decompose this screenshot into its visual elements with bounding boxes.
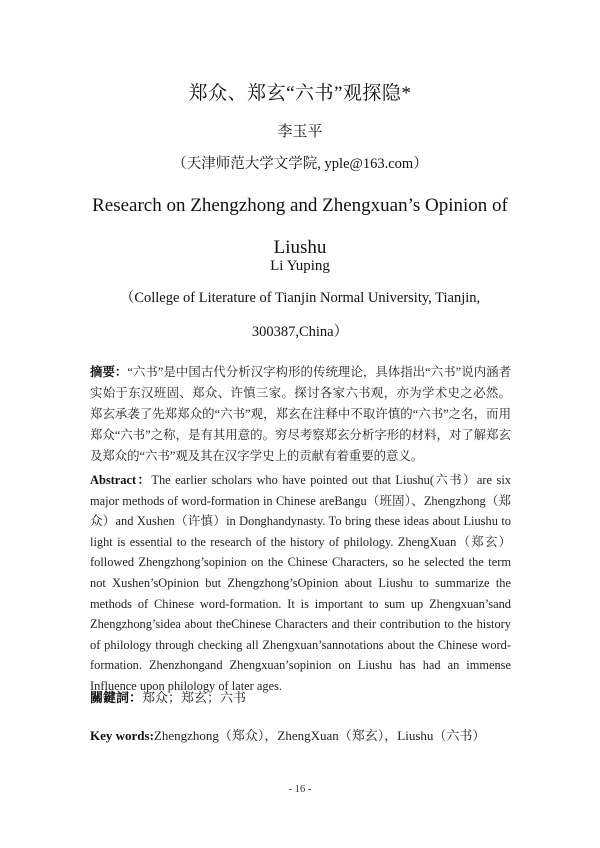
english-keywords-text: Zhengzhong（郑众），ZhengXuan（郑玄），Liushu（六书）	[153, 728, 486, 743]
english-keywords-label: Key words:	[90, 728, 154, 743]
chinese-title: 郑众、郑玄“六书”观探隐*	[188, 83, 412, 104]
english-affiliation: （College of Literature of Tianjin Normal University, Tianjin, 300387,China）	[119, 290, 481, 340]
chinese-abstract-text: “六书”是中国古代分析汉字构形的传统理论，具体指出“六书”说内涵者实始于东汉班固、郑众、许慎三家。探讨各家六书观，亦为学术史之必然。郑玄承袭了先郑郑众的“六书”观，郑玄在注释中不取许慎的“六书”之名，而用郑众“六书”之称，是有其用意的。穷尽考察郑玄分析字形的材料，对了解郑玄及郑众的“六书”观及其在汉字学史上的贡献有着重要的意义。	[90, 365, 512, 463]
english-keywords	[90, 725, 511, 744]
chinese-abstract	[90, 362, 511, 467]
chinese-keywords	[90, 687, 511, 706]
english-title: Research on Zhengzhong and Zhengxuan’s Opinion of Liushu	[92, 195, 508, 258]
english-abstract-colon: ：	[136, 473, 152, 487]
chinese-author: 李玉平	[277, 124, 323, 140]
chinese-keywords-label: 關鍵詞：	[90, 690, 143, 705]
chinese-affiliation: （天津师范大学文学院, yple@163.com）	[172, 156, 428, 172]
english-abstract-label: Abstract	[90, 473, 137, 487]
english-author: Li Yuping	[270, 258, 330, 274]
chinese-abstract-label: 摘要：	[90, 365, 128, 379]
english-abstract-text: The earlier scholars who have pointed out that Liushu(六书）are six major methods of word-formation in Chinese areBangu（班固）、Zhengzhong（郑众）and Xushen（许慎）in Donghandynasty. To bring these ideas about Liushu to light is essential to the research of the history of philology. ZhengXuan（郑玄）followed Zhengzhong’sopinion on the Chinese Characters, so he selected the term not Xushen’sOpinion but Zhengzhong’sOpinion about Liushu to summarize the methods of Chinese word-formation. It is important to sum up Zhengxuan’sand Zhengzhong’sidea about theChinese Characters and their contribution to the history of philology through checking all Zhengxuan’sannotations about the Chinese word-formation. Zhenzhongand Zhengxuan’sopinion on Liushu has had an immense Influence upon philology of later ages.	[90, 473, 511, 693]
chinese-keywords-text: 郑众；郑玄；六书	[142, 690, 247, 705]
page-number: - 16 -	[288, 784, 312, 795]
english-abstract	[90, 470, 511, 697]
